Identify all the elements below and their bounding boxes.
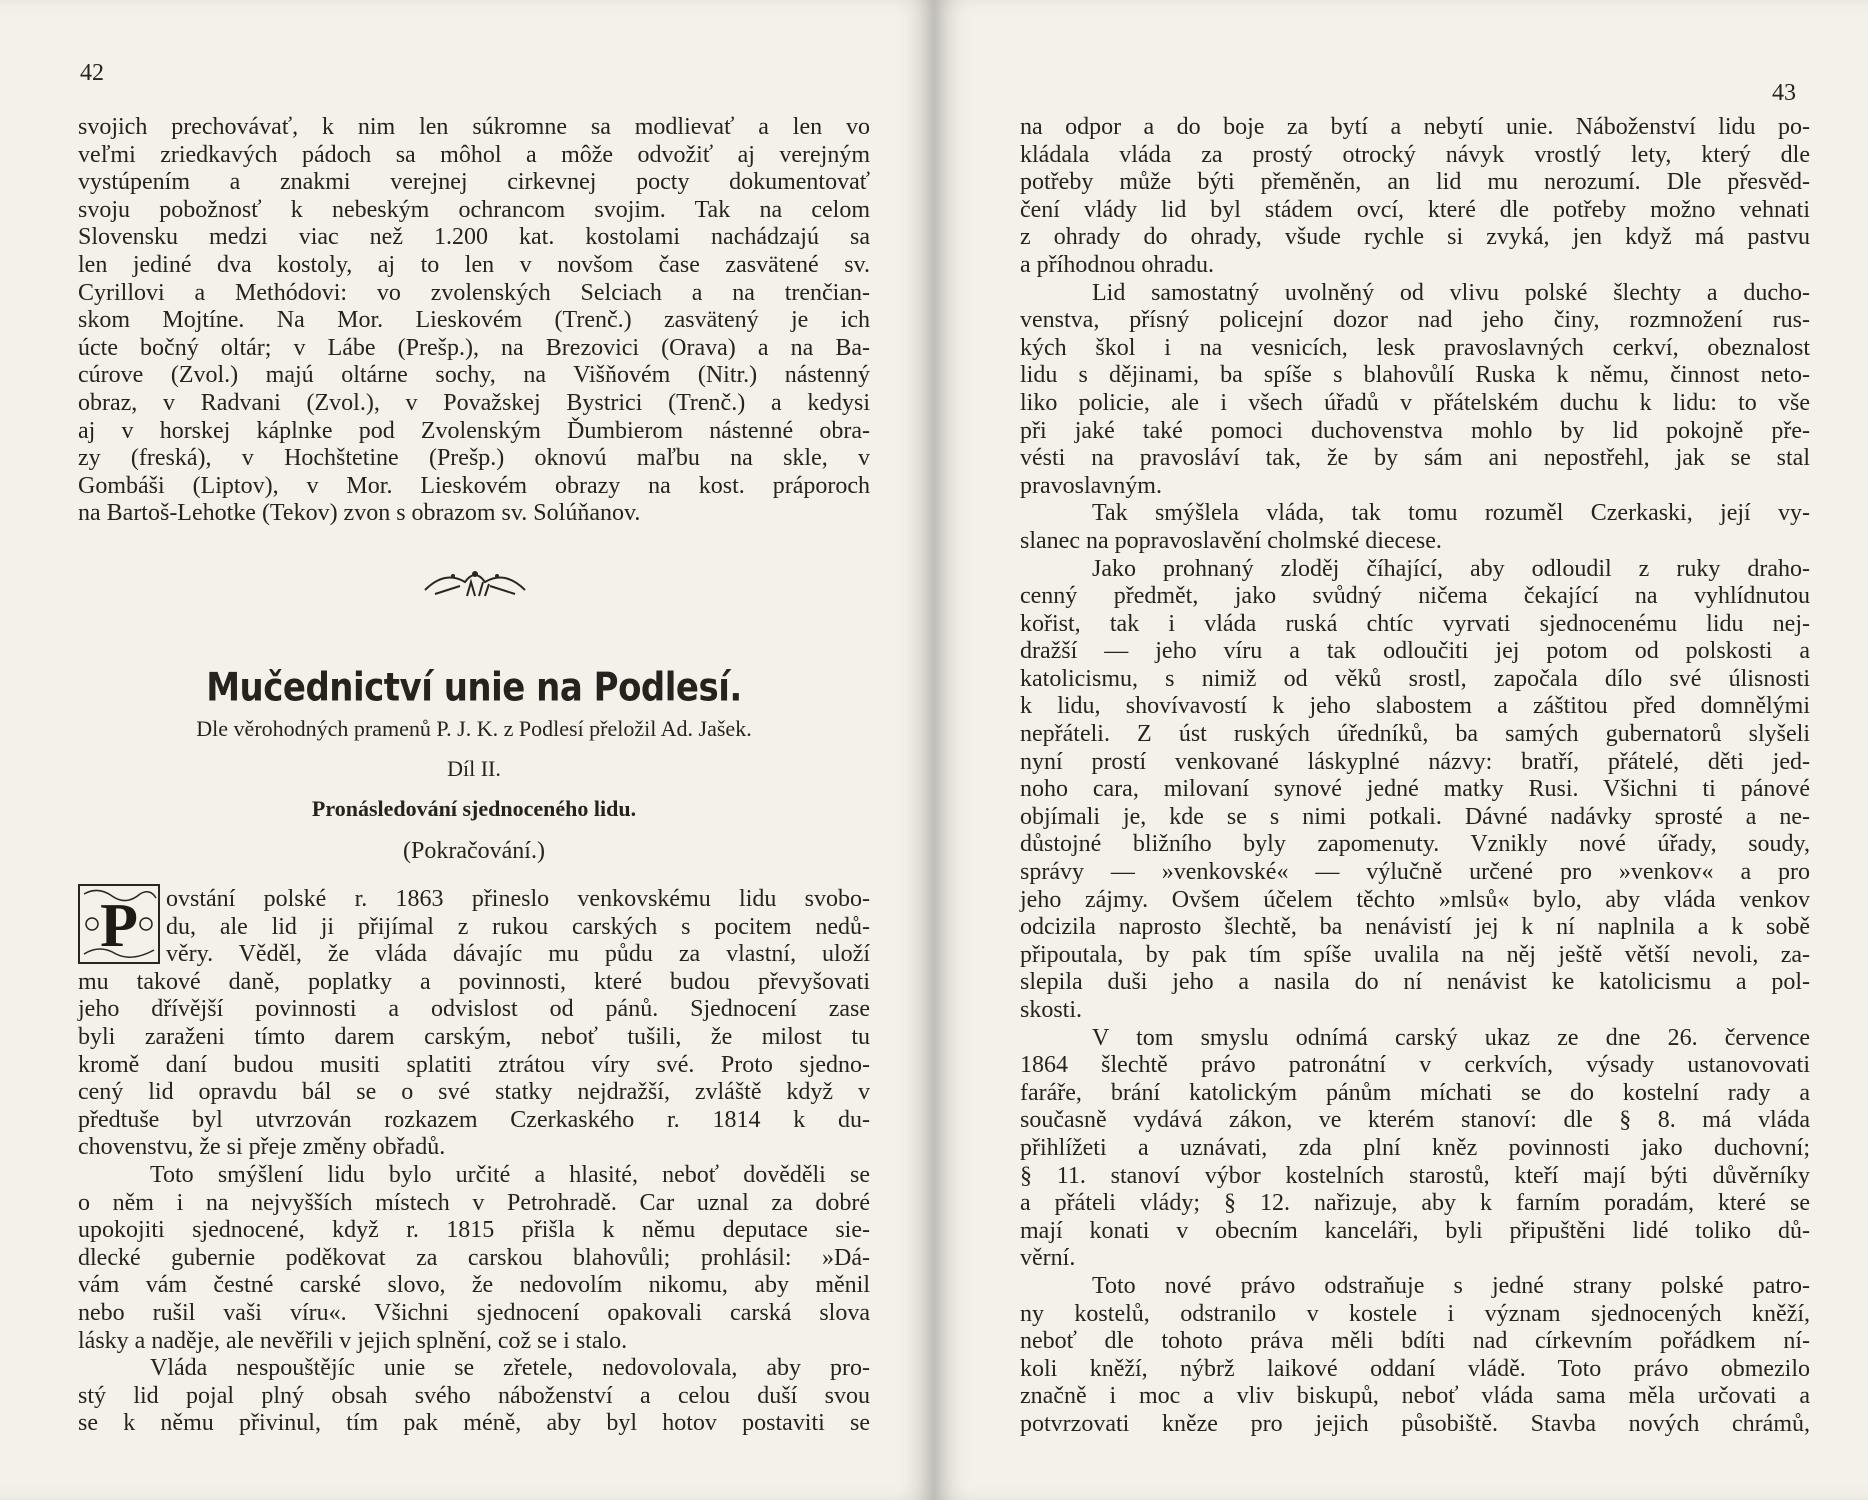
text-line: Gombáši (Liptov), v Mor. Lieskovém obrazy na kost. práporoch: [78, 472, 870, 499]
text-line: koli kněží, nýbrž laikové oddaní vládě. Toto právo obmezilo: [1020, 1355, 1810, 1382]
section-heading: Pronásledování sjednoceného lidu.: [311, 796, 637, 821]
text-line: Slovensku medzi viac než 1.200 kat. kostolami nachádzajú sa: [78, 224, 870, 251]
text-line: při jaké také pomoci duchovenstva mohlo by lid pokojně pře-: [1020, 417, 1810, 444]
text-line: připoutala, by pak tím spíše uvalila na něj ještě větší nevoli, za-: [1020, 941, 1810, 968]
text-line: kládala vláda za prostý otrocký návyk vrostlý lety, který dle: [1020, 141, 1810, 168]
text-line: předtuše byl utvrzován rozkazem Czerkaského r. 1814 k du-: [78, 1106, 870, 1133]
text-line: Cyrillovi a Methódovi: vo zvolenských Selciach a na trenčian-: [78, 279, 870, 306]
text-line: 1864 šlechtě právo patronátní v cerkvích, výsady ustanovovati: [1020, 1052, 1810, 1079]
dropcap-lines: [166, 886, 870, 969]
text-line: jeho zájmy. Ovšem účelem těchto »mlsů« bylo, aby vláda venkov: [1020, 886, 1810, 913]
text-line: katolicismu, s nimiž od věků srostl, započala dílo své úlisnosti: [1020, 665, 1810, 692]
text-line: o něm i na nejvyšších místech v Petrohradě. Car uznal za dobré: [78, 1189, 870, 1216]
text-line: Jako prohnaný zloděj číhající, aby odloudil z ruky draho-: [1092, 555, 1810, 582]
text-line: cený lid opravdu bál se o své statky nejdražší, zvláště když v: [78, 1079, 870, 1106]
text-line: Tak smýšlela vláda, tak tomu rozuměl Czerkaski, její vy-: [1092, 500, 1810, 527]
text-line: věry. Věděl, že vláda dávajíc mu půdu za vlastní, uloží: [166, 941, 870, 968]
text-line: se k němu přivinul, tím pak méně, aby byl hotov postaviti se: [78, 1410, 870, 1437]
text-line: svojich prechovávať, k nim len súkromne sa modlievať a len vo: [78, 114, 870, 140]
text-line: ny kostelů, odstranilo v kostele i význam sjednocených kněží,: [1020, 1300, 1810, 1327]
text-line: liko policie, ale i všech úřadů v přátelském duchu k lidu: to vše: [1020, 389, 1810, 416]
text-line: Lid samostatný uvolněný od vlivu polské šlechty a ducho-: [1092, 279, 1810, 306]
page-number-right: 43: [1772, 80, 1796, 106]
right-page: [934, 0, 1868, 1500]
text-line: lidu s dějinami, ba spíše s blahovůlí Ruska k němu, činnost neto-: [1020, 362, 1810, 389]
text-line: mají konati v obecním kanceláři, byli připuštěni lidé toliko dů-: [1020, 1217, 1810, 1244]
text-line: skom Mojtíne. Na Mor. Lieskovém (Trenč.) zasvätený je ich: [78, 307, 870, 334]
article-byline: Dle věrohodných pramenů P. J. K. z Podlesí přeložil Ad. Jašek.: [196, 716, 752, 741]
text-line: kromě daní budou musiti splatiti ztrátou víry své. Proto sjedno-: [78, 1051, 870, 1078]
text-line: svoju pobožnosť k nebeským ochrancom svojim. Tak na celom: [78, 196, 870, 223]
text-line: pravoslavným.: [1020, 472, 1162, 499]
text-line: nyní prostí venkované láskyplné názvy: bratří, přátelé, děti jed-: [1020, 748, 1810, 775]
continued-note: (Pokračování.): [403, 838, 545, 864]
text-line: a příhodnou ohradu.: [1020, 251, 1214, 278]
text-line: správy — »venkovské« — výlučně určené pro »venkov« a pro: [1020, 859, 1810, 886]
text-line: mu takové daně, poplatky a povinnosti, které budou převyšovati: [78, 968, 870, 995]
text-line: cenný předmět, jako svůdný ničema čekající na vyhlídnutou: [1020, 583, 1810, 610]
text-line: aj v horskej káplnke pod Zvolenským Ďumbierom nástenné obra-: [78, 417, 870, 444]
article-title: Mučednictví unie na Podlesí.: [206, 665, 742, 711]
text-line: k lidu, shovívavostí k jeho slabostem a záštitou před domnělými: [1020, 693, 1810, 720]
text-line: upokojiti sjednocené, když r. 1815 přišla k němu deputace sie-: [78, 1217, 870, 1244]
text-line: faráře, brání katolickým pánům míchati se do kostelní rady a: [1020, 1079, 1810, 1106]
text-line: potřeby může býti přeměněn, an lid mu nerozumí. Dle přesvěd-: [1020, 169, 1810, 196]
text-line: skosti.: [1020, 997, 1083, 1023]
text-line: noho cara, milovaní synové jedné matky Rusi. Všichni ti pánové: [1020, 776, 1810, 803]
text-line: na Bartoš-Lehotke (Tekov) zvon s obrazom sv. Solúňanov.: [78, 500, 641, 527]
left-body-text: [78, 969, 870, 1438]
text-line: odcizila naprosto šlechtě, ba nenávistí jej k ní naplnila a k sobě: [1020, 914, 1810, 941]
text-line: objímali je, kde se s nimi potkali. Dávné nadávky sprosté a ne-: [1020, 803, 1810, 830]
text-line: neboť dle tohoto práva měli bdíti nad církevním pořádkem ní-: [1020, 1328, 1810, 1355]
dropcap-initial: [78, 884, 160, 964]
text-line: slanec na popravoslavění cholmské diecese.: [1020, 527, 1442, 554]
text-line: současně vydává zákon, ve kterém stanoví: dle § 8. má vláda: [1020, 1107, 1810, 1134]
right-body-text: [1020, 114, 1810, 1439]
text-line: Toto nové právo odstraňuje s jedné strany polské patro-: [1092, 1272, 1810, 1299]
text-line: § 11. stanoví výbor kostelních starostů, kteří mají býti důvěrníky: [1020, 1162, 1810, 1189]
text-line: a přáteli vlády; § 12. nařizuje, aby k farním poradám, které se: [1020, 1190, 1810, 1217]
text-line: potvrzovati kněze pro jejich působiště. Stavba nových chrámů,: [1020, 1410, 1810, 1437]
dropcap-ornament-icon: [78, 884, 160, 964]
text-line: obraz, v Radvani (Zvol.), v Považskej Bystrici (Trenč.) a kedysi: [78, 389, 870, 416]
left-top-paragraph: [78, 114, 870, 528]
page-number-left: 42: [80, 60, 104, 86]
text-line: byli zaraženi tímto darem carským, neboť tušili, že milost tu: [78, 1023, 870, 1050]
text-line: vésti na pravosláví tak, že by sám ani nepostřehl, jak se stal: [1020, 445, 1810, 472]
text-line: čení vlády lid byl stádem ovcí, které dle potřeby možno vehnati: [1020, 196, 1810, 223]
text-line: V tom smyslu odnímá carský ukaz ze dne 26. července: [1092, 1024, 1810, 1051]
text-line: nepřáteli. Z úst ruských úředníků, ba samých gubernatorů slyšeli: [1020, 721, 1810, 748]
text-line: přihlížeti a uznávati, zda plní kněz povinnosti jako duchovní;: [1020, 1134, 1810, 1161]
text-line: ovstání polské r. 1863 přineslo venkovskému lidu svobo-: [166, 886, 870, 912]
text-line: věrní.: [1020, 1245, 1076, 1272]
text-line: len jediné dva kostoly, aj to len v novšom čase zasvätené sv.: [78, 251, 870, 278]
text-line: du, ale lid ji přijímal z rukou carských s pocitem nedů-: [166, 913, 870, 940]
text-line: Vláda nespouštějíc unie se zřetele, nedovolovala, aby pro-: [150, 1355, 870, 1382]
text-line: dlecké gubernie poděkovat za carskou blahovůli; prohlásil: »Dá-: [78, 1244, 870, 1271]
text-line: venstva, přísný policejní dozor nad jeho činy, rozmnožení rus-: [1020, 307, 1810, 334]
text-line: na odpor a do boje za bytí a nebytí unie. Náboženství lidu po-: [1020, 114, 1810, 140]
text-line: dražší — jeho víru a tak odloučiti jej potom od polskosti a: [1020, 638, 1810, 665]
text-line: vám vám čestné carské slovo, že nedovolím nikomu, aby měnil: [78, 1272, 870, 1299]
text-line: z ohrady do ohrady, všude rychle si zvyká, jen když má pastvu: [1020, 224, 1810, 251]
dropcap-letter: P: [100, 892, 138, 960]
article-part: Díl II.: [447, 756, 501, 781]
text-line: veľmi zriedkavých pádoch sa môhol a môže odvožiť aj verejným: [78, 141, 870, 168]
text-line: úcte bočný oltár; v Lábe (Prešp.), na Brezovici (Orava) a na Ba-: [78, 334, 870, 361]
text-line: chovenstvu, že si přeje změny obřadů.: [78, 1134, 446, 1161]
text-line: vystúpením a znakmi verejnej cirkevnej pocty dokumentovať: [78, 169, 870, 196]
text-line: značně i moc a vliv biskupů, neboť vláda sama měla určovati a: [1020, 1383, 1810, 1410]
ornament-divider: [405, 560, 545, 600]
text-line: kých škol i na vesnicích, lesk pravoslavných cerkví, obeznalost: [1020, 334, 1810, 361]
text-line: nebo rušil vaši víru«. Všichni sjednocení opakovali carská slova: [78, 1299, 870, 1326]
text-line: zy (freská), v Hochštetine (Prešp.) oknovú maľbu na skle, v: [78, 445, 870, 472]
text-line: jeho dřívější povinnosti a odvislost od pánů. Sjednocení zase: [78, 996, 870, 1023]
text-line: důstojné bližního byly zapomenuty. Vznikly nové úřady, soudy,: [1020, 831, 1810, 858]
text-line: slepila duši jeho a nasila do ní nenávist ke katolicismu a pol-: [1020, 969, 1810, 996]
text-line: kořist, tak i vláda ruská chtíc vyrvati sjednocenému lidu nej-: [1020, 610, 1810, 637]
text-line: stý lid pojal plný obsah svého náboženství a celou duší svou: [78, 1382, 870, 1409]
text-line: Toto smýšlení lidu bylo určité a hlasité, neboť dověděli se: [150, 1161, 870, 1188]
text-line: cúrove (Zvol.) majú oltárne sochy, na Višňovém (Nitr.) nástenný: [78, 362, 870, 389]
text-line: lásky a naděje, ale nevěřili v jejich splnění, což se i stalo.: [78, 1327, 628, 1354]
